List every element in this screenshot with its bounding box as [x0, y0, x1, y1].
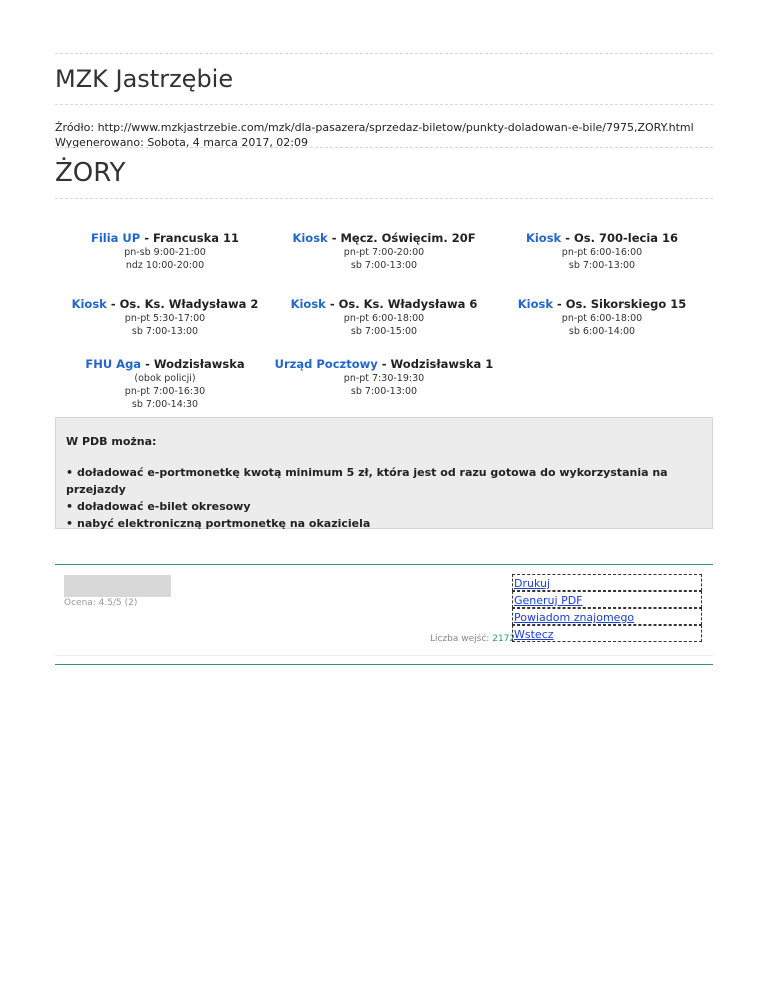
site-title: MZK Jastrzębie: [55, 65, 234, 93]
divider: [55, 147, 713, 148]
info-list: [66, 464, 712, 532]
point-address: Os. Ks. Władysława 2: [119, 297, 259, 311]
point-type-link[interactable]: Kiosk: [71, 297, 107, 311]
info-heading: W PDB można:: [66, 435, 157, 448]
source-url: Źródło: http://www.mzkjastrzebie.com/mzk/dla-pasazera/sprzedaz-biletow/punkty-doladowan-e-bile/7975,ZORY.html: [55, 121, 694, 134]
sales-point: [492, 230, 712, 272]
point-type-link[interactable]: FHU Aga: [85, 357, 142, 371]
visits-label: Liczba wejść:: [430, 634, 493, 644]
notify-friend-link[interactable]: Powiadom znajomego: [512, 608, 702, 625]
visits-count: 2172: [492, 634, 516, 644]
point-address: Wodzisławska: [153, 357, 245, 371]
footer-divider-bottom: [55, 664, 713, 665]
sales-point: [274, 296, 494, 338]
opening-hours: sb 6:00-14:00: [568, 326, 636, 337]
point-type-link[interactable]: Filia UP: [90, 231, 141, 245]
footer-divider-top: [55, 564, 713, 565]
separator: -: [106, 297, 120, 311]
point-type-link[interactable]: Urząd Pocztowy: [274, 357, 378, 371]
opening-hours: pn-pt 6:00-18:00: [561, 313, 643, 324]
list-item: • nabyć elektroniczną portmonetkę na okaziciela: [66, 515, 712, 532]
visit-counter: [430, 634, 515, 644]
opening-hours: sb 7:00-13:00: [350, 386, 418, 397]
point-title: [492, 296, 712, 312]
separator: -: [377, 357, 391, 371]
action-links: [512, 574, 702, 642]
city-heading: ŻORY: [55, 158, 126, 188]
point-title: [492, 230, 712, 246]
divider: [55, 104, 713, 105]
rating-label: Ocena: 4.5/5 (2): [64, 598, 138, 608]
opening-hours: sb 7:00-13:00: [350, 260, 418, 271]
point-address: Wodzisławska 1: [390, 357, 494, 371]
opening-hours: (obok policji): [134, 373, 196, 384]
point-title: [274, 296, 494, 312]
back-link[interactable]: Wstecz: [512, 625, 702, 642]
sales-point: [55, 356, 275, 411]
sales-point: [55, 296, 275, 338]
point-title: [55, 296, 275, 312]
generate-pdf-link[interactable]: Generuj PDF: [512, 591, 702, 608]
opening-hours: sb 7:00-15:00: [350, 326, 418, 337]
sales-point: [55, 230, 275, 272]
opening-hours: pn-pt 7:30-19:30: [343, 373, 425, 384]
opening-hours: sb 7:00-14:30: [131, 399, 199, 410]
separator: -: [552, 297, 566, 311]
opening-hours: ndz 10:00-20:00: [125, 260, 205, 271]
point-address: Os. 700-lecia 16: [573, 231, 679, 245]
opening-hours: pn-pt 5:30-17:00: [124, 313, 206, 324]
separator: -: [325, 297, 339, 311]
point-type-link[interactable]: Kiosk: [292, 231, 328, 245]
divider: [55, 198, 713, 199]
rating-stars[interactable]: [64, 575, 171, 597]
point-address: Os. Ks. Władysława 6: [338, 297, 478, 311]
opening-hours: pn-pt 6:00-16:00: [561, 247, 643, 258]
point-type-link[interactable]: Kiosk: [517, 297, 553, 311]
sales-point: [274, 230, 494, 272]
opening-hours: pn-pt 7:00-20:00: [343, 247, 425, 258]
sales-point: [492, 296, 712, 338]
divider: [55, 53, 713, 54]
point-title: [55, 356, 275, 372]
opening-hours: pn-pt 6:00-18:00: [343, 313, 425, 324]
point-address: Os. Sikorskiego 15: [565, 297, 687, 311]
separator: -: [140, 231, 153, 245]
info-box: [55, 417, 713, 529]
point-address: Męcz. Oświęcim. 20F: [340, 231, 476, 245]
list-item: • doładować e-portmonetkę kwotą minimum 5 zł, która jest od razu gotowa do wykorzystania na przejazdy: [66, 464, 712, 498]
separator: -: [561, 231, 574, 245]
point-type-link[interactable]: Kiosk: [290, 297, 326, 311]
point-address: Francuska 11: [152, 231, 239, 245]
point-title: [55, 230, 275, 246]
point-title: [274, 230, 494, 246]
point-type-link[interactable]: Kiosk: [525, 231, 562, 245]
opening-hours: sb 7:00-13:00: [131, 326, 199, 337]
opening-hours: sb 7:00-13:00: [568, 260, 636, 271]
generated-date: Wygenerowano: Sobota, 4 marca 2017, 02:09: [55, 136, 309, 149]
point-title: [274, 356, 494, 372]
opening-hours: pn-sb 9:00-21:00: [124, 247, 206, 258]
list-item: • doładować e-bilet okresowy: [66, 498, 712, 515]
opening-hours: pn-pt 7:00-16:30: [124, 386, 206, 397]
divider: [55, 655, 713, 656]
separator: -: [141, 357, 154, 371]
separator: -: [327, 231, 341, 245]
print-link[interactable]: Drukuj: [512, 574, 702, 591]
sales-point: [274, 356, 494, 398]
